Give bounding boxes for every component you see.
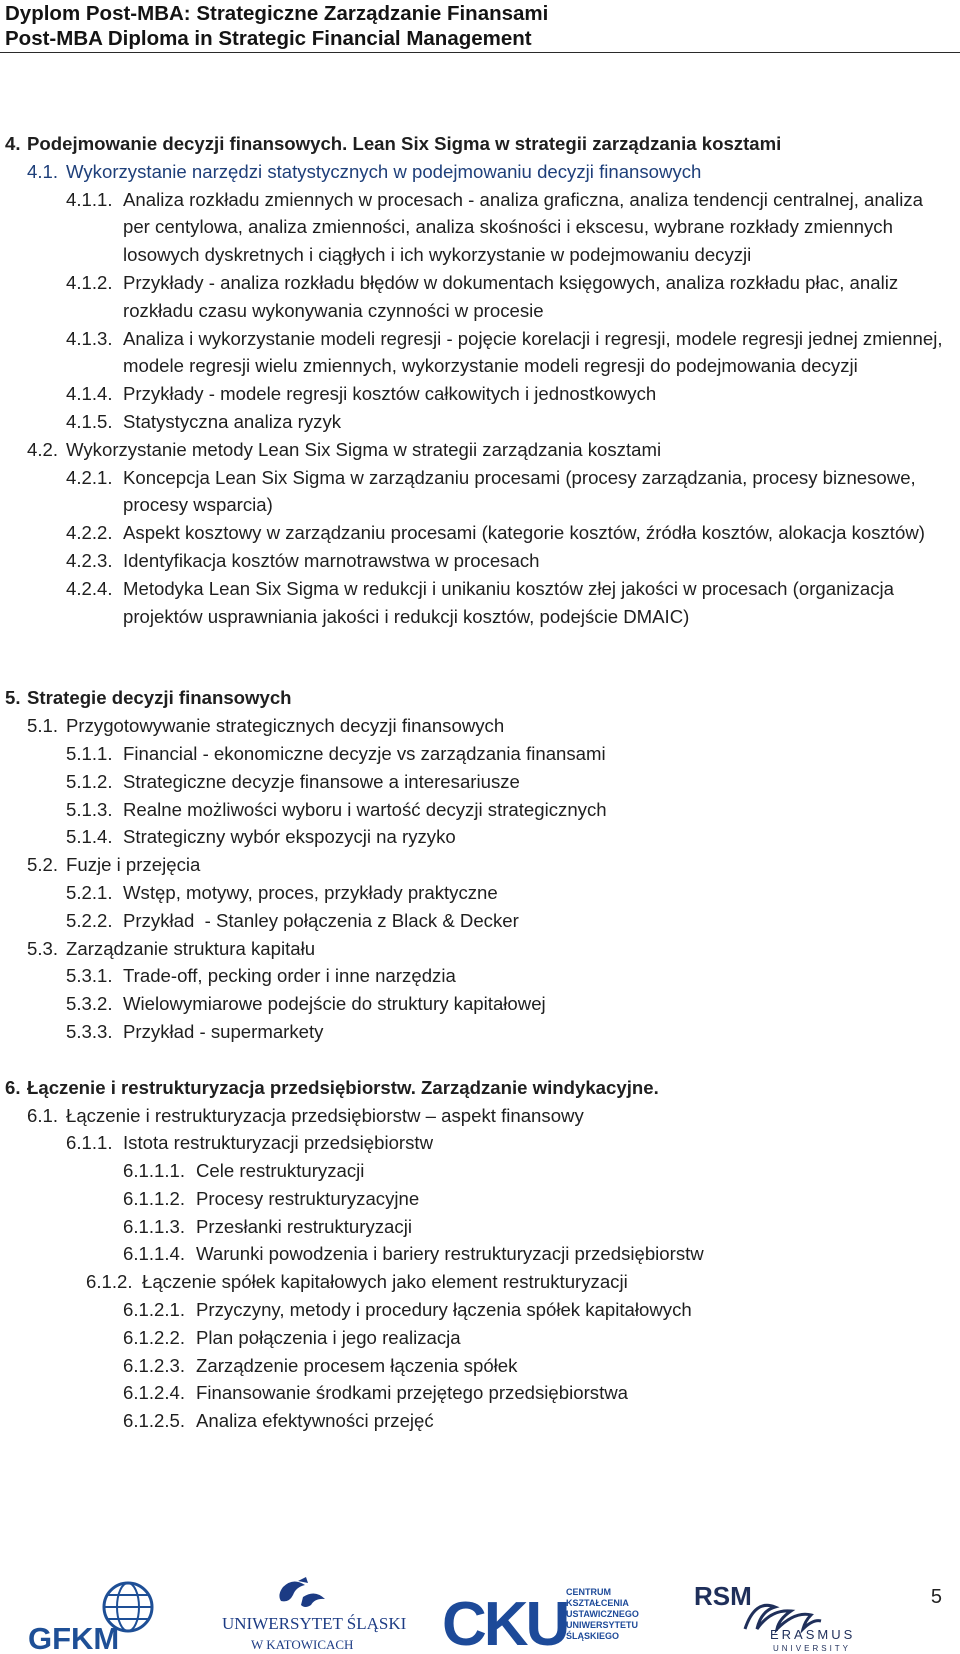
us-city: W KATOWICACH (251, 1637, 354, 1652)
toc-item: 6.1.1. Istota restrukturyzacji przedsiębiorstw (66, 1132, 434, 1154)
table-of-contents (0, 130, 960, 1435)
page-number: 5 (930, 1586, 942, 1608)
toc-item: 5.3.2. Wielowymiarowe podejście do struktury kapitałowej (66, 993, 546, 1015)
section-title: Strategie decyzji finansowych (27, 687, 292, 709)
toc-item: 6.1.2.4. Finansowanie środkami przejętego przedsiębiorstwa (123, 1382, 629, 1404)
toc-item: 4.1.5. Statystyczna analiza ryzyk (66, 410, 342, 432)
toc-item: 5.1.1. Financial - ekonomiczne decyzje vs zarządzania finansami (66, 742, 606, 764)
toc-item: 4.2.3. Identyfikacja kosztów marnotrawstwa w procesach (66, 549, 540, 571)
header-title-pl: Dyplom Post-MBA: Strategiczne Zarządzanie Finansami (5, 2, 549, 25)
section-heading (0, 684, 960, 712)
rsm-erasmus-logo (694, 1575, 960, 1653)
toc-item: 6.1.1.2. Procesy restrukturyzacyjne (123, 1187, 420, 1209)
us-logo (222, 1577, 407, 1652)
toc-item: 4.1.4. Przykłady - modele regresji kosztów całkowitych i jednostkowych (66, 383, 657, 405)
section-title: Podejmowanie decyzji finansowych. Lean Six Sigma w strategii zarządzania kosztami (27, 133, 782, 154)
section-number: 4. (5, 133, 21, 154)
toc-item: 5.2.1. Wstęp, motywy, proces, przykłady praktyczne (66, 881, 498, 903)
svg-text:UNIWERSYTETU: UNIWERSYTETU (566, 1620, 638, 1630)
gfkm-wordmark: GFKM (28, 1621, 120, 1654)
toc-item: 4.2. Wykorzystanie metody Lean Six Sigma w strategii zarządzania kosztami (27, 438, 662, 460)
svg-text:CENTRUM: CENTRUM (566, 1587, 611, 1597)
toc-item: 5.3.3. Przykład - supermarkety (66, 1020, 324, 1042)
toc-item: 5.3.1. Trade-off, pecking order i inne narzędzia (66, 965, 456, 987)
section-number: 5. (5, 687, 21, 709)
svg-text:USTAWICZNEGO: USTAWICZNEGO (566, 1609, 639, 1619)
toc-item: 6.1.1.1. Cele restrukturyzacji (123, 1160, 365, 1182)
cku-logo (442, 1587, 639, 1654)
toc-item: 5.2. Fuzje i przejęcia (27, 854, 201, 876)
toc-item: 5.1. Przygotowywanie strategicznych decyzji finansowych (27, 715, 505, 737)
toc-item: 6.1.2.1. Przyczyny, metody i procedury łączenia spółek kapitałowych (123, 1299, 692, 1321)
gfkm-logo (28, 1583, 152, 1654)
header-title-en: Post-MBA Diploma in Strategic Financial Management (5, 27, 532, 50)
toc-item: 4.1.3. Analiza i wykorzystanie modeli regresji - pojęcie korelacji i regresji, modele regresji jednej zmiennej, modele regresji wielu zmiennych, wykorzystanie modeli regresji do podejmowania decyzji (66, 327, 943, 377)
us-wordmark: UNIWERSYTET ŚLĄSKI (222, 1614, 407, 1633)
toc-item: 6.1.2.2. Plan połączenia i jego realizacja (123, 1326, 461, 1348)
document-header (0, 0, 960, 53)
toc-item: 6.1. Łączenie i restrukturyzacja przedsiębiorstw – aspekt finansowy (27, 1104, 584, 1126)
svg-text:ŚLĄSKIEGO: ŚLĄSKIEGO (566, 1631, 620, 1641)
section-heading (0, 1074, 960, 1102)
section-heading (0, 130, 960, 158)
toc-item: 5.3. Zarządzanie struktura kapitału (27, 937, 316, 959)
toc-item: 6.1.2.3. Zarządzenie procesem łączenia spółek (123, 1354, 518, 1376)
toc-item: 5.1.2. Strategiczne decyzje finansowe a interesariusze (66, 770, 520, 792)
rsm-wordmark: RSM (694, 1581, 752, 1611)
toc-item: 4.1. Wykorzystanie narzędzi statystycznych w podejmowaniu decyzji finansowych (27, 160, 702, 182)
svg-text:KSZTAŁCENIA: KSZTAŁCENIA (566, 1598, 629, 1608)
erasmus-wordmark: ERASMUS (770, 1627, 856, 1642)
university-wordmark: UNIVERSITY (773, 1644, 852, 1653)
toc-item: 4.1.1. Analiza rozkładu zmiennych w procesach - analiza graficzna, analiza tendencji centralnej, analiza per centylowa, analiza zmienności, analiza skośności i ekscesu, wybrane rozkłady zmiennych losowych dyskretnych i ciągłych i ich wykorzystanie w podejmowaniu decyzji (66, 188, 923, 266)
toc-item: 6.1.2.5. Analiza efektywności przejęć (123, 1410, 434, 1432)
toc-item: 4.2.1. Koncepcja Lean Six Sigma w zarządzaniu procesami (procesy zarządzania, procesy biznesowe, procesy wsparcia) (66, 466, 916, 516)
section-title: Łączenie i restrukturyzacja przedsiębiorstw. Zarządzanie windykacyjne. (27, 1076, 659, 1098)
toc-item: 5.1.4. Strategiczny wybór ekspozycji na ryzyko (66, 826, 456, 848)
cku-wordmark: CKU (442, 1590, 568, 1654)
section-number: 6. (5, 1076, 21, 1098)
toc-item: 5.1.3. Realne możliwości wyboru i wartość decyzji strategicznych (66, 798, 607, 820)
partner-logos (0, 1575, 960, 1654)
toc-item: 6.1.1.3. Przesłanki restrukturyzacji (123, 1215, 412, 1237)
toc-item: 6.1.1.4. Warunki powodzenia i bariery restrukturyzacji przedsiębiorstw (123, 1243, 704, 1265)
toc-item: 4.2.2. Aspekt kosztowy w zarządzaniu procesami (kategorie kosztów, źródła kosztów, alokacja kosztów) (66, 522, 925, 544)
toc-item: 4.1.2. Przykłady - analiza rozkładu błędów w dokumentach księgowych, analiza rozkładu płac, analiz rozkładu czasu wykonywania czynności w procesie (66, 271, 899, 321)
toc-item: 5.2.2. Przykład - Stanley połączenia z Black & Decker (66, 909, 519, 931)
toc-item: 6.1.2. Łączenie spółek kapitałowych jako element restrukturyzacji (86, 1271, 628, 1293)
toc-item: 4.2.4. Metodyka Lean Six Sigma w redukcji i unikaniu kosztów złej jakości w procesach (organizacja projektów usprawniania jakości i redukcji kosztów, podejście DMAIC) (66, 577, 894, 627)
